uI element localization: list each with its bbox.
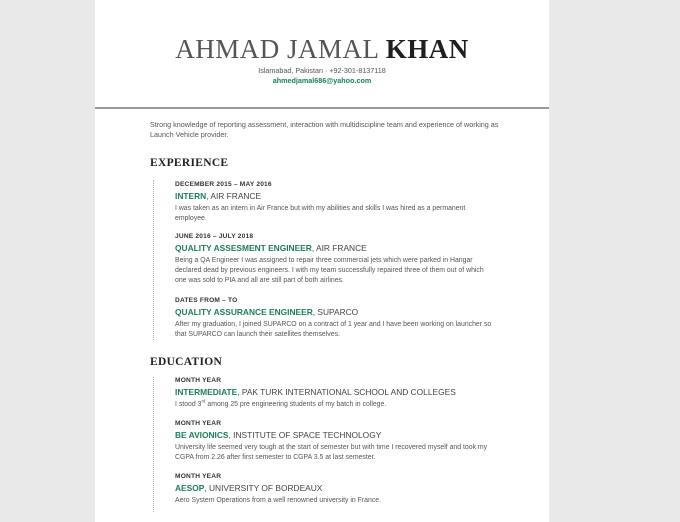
entry-description: I was taken as an intern in Air France but with my abilities and skills I was hired as a permanent employee. [175,205,466,222]
contact-line: Islamabad, Pakistan · +92-301-8137118 [258,66,386,75]
desc-post: among 25 pre engineering students of my batch in college. [205,401,387,408]
entry-description: University life seemed very tough at the start of semester but with time I recovered myself and took my CGPA from 2.26 after first semester to CGPA 3.5 at last semester. [175,444,488,461]
entry-org: , AIR FRANCE [206,191,262,201]
entry-role: INTERMEDIATE [175,387,238,397]
experience-entry [175,233,495,286]
education-entry [175,420,495,463]
entry-date: MONTH YEAR [175,420,222,427]
name-first: AHMAD JAMAL [175,34,386,64]
resume-page [95,0,549,522]
entry-description [175,400,495,410]
entry-title [175,387,495,397]
entry-title [175,483,495,493]
entry-role: INTERN [175,191,207,201]
education-timeline [153,377,154,512]
experience-heading: EXPERIENCE [150,157,229,169]
entry-title [175,307,495,317]
name-last: KHAN [385,34,469,64]
education-entry [175,473,495,506]
entry-title [175,430,495,440]
entry-org: , PAK TURK INTERNATIONAL SCHOOL AND COLLEGES [237,387,456,397]
experience-entry [175,181,495,224]
entry-title [175,243,495,253]
entry-date: MONTH YEAR [175,473,222,480]
entry-role: QUALITY ASSESMENT ENGINEER [175,243,312,253]
education-heading: EDUCATION [150,356,223,368]
experience-timeline [153,180,154,340]
entry-date: MONTH YEAR [175,377,222,384]
summary-text: Strong knowledge of reporting assessment, interaction with multidiscipline team and experience of working as Launch Vehicle provider. [150,120,499,139]
entry-org: , AIR FRANCE [311,243,367,253]
header-divider [95,107,549,109]
entry-description: Aero System Operations from a well renowned university in France. [175,497,382,504]
entry-title [175,191,495,201]
experience-entry [175,297,495,340]
entry-role: AESOP [175,483,205,493]
entry-date: DATES FROM – TO [175,297,238,304]
education-entry [175,377,495,410]
entry-date: DECEMBER 2015 – MAY 2016 [175,181,272,188]
candidate-name [95,34,549,65]
desc-pre: I stood 3 [175,401,202,408]
entry-org: , INSTITUTE OF SPACE TECHNOLOGY [228,430,382,440]
entry-description: After my graduation, I joined SUPARCO on a contract of 1 year and I have been working on launcher so that SUPARCO can launch their satellites themselves. [175,321,492,338]
resume-header [95,0,549,108]
entry-date: JUNE 2016 – JULY 2018 [175,233,254,240]
entry-org: , UNIVERSITY OF BORDEAUX [204,483,323,493]
entry-role: QUALITY ASSURANCE ENGINEER [175,307,313,317]
entry-role: BE AVIONICS [175,430,229,440]
entry-description: Being a QA Engineer I was assigned to repair three commercial jets which were parked in Hangar declared dead by previous engineers. I with my team successfully repaired three of them out of which one was sold to PIA and all are still part of both airlines. [175,257,484,284]
email-link[interactable]: ahmedjamal686@yahoo.com [272,76,372,85]
entry-org: , SUPARCO [312,307,359,317]
desc-sup: rd [201,398,206,404]
